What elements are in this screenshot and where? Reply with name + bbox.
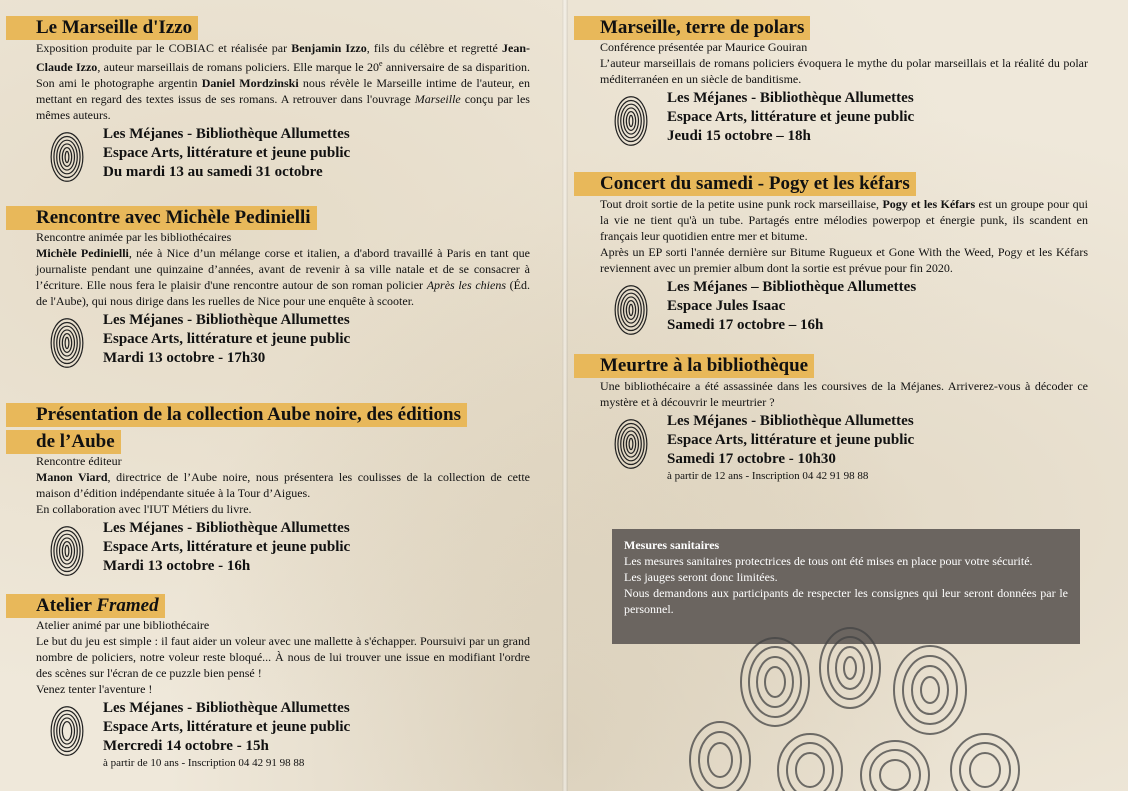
section-body: L’auteur marseillais de romans policiers évoquera le mythe du polar marseillais et la réalité du polar méditerranéen en un siècle de banditisme. <box>600 56 1088 86</box>
section-body: Une bibliothécaire a été assassinée dans les coursives de la Méjanes. Arriverez-vous à décoder ce mystère et à découvrir le meurtrier ? <box>600 379 1088 409</box>
venue-line: Les Méjanes - Bibliothèque Allumettes <box>103 700 350 716</box>
section-title: Concert du samedi - Pogy et les kéfars <box>574 172 916 196</box>
venue-line: Les Méjanes – Bibliothèque Allumettes <box>667 279 917 295</box>
section-title: Meurtre à la bibliothèque <box>574 354 814 378</box>
fingerprint-icon <box>612 416 650 472</box>
section-pedinielli <box>0 206 530 371</box>
section-subtitle: Atelier animé par une bibliothécaire <box>36 618 210 632</box>
section-title: Rencontre avec Michèle Pedinielli <box>6 206 317 230</box>
venue-date: Jeudi 15 octobre – 18h <box>667 128 811 144</box>
section-izzo <box>0 16 530 185</box>
section-polars <box>568 16 1088 149</box>
section-body: Michèle Pedinielli, née à Nice d’un mélange corse et italien, a d'abord travaillé à Paris en tant que journaliste pendant une quinzaine d’années, avant de revenir à sa ville natale et de se consacrer à l’écriture. Elle nous fera le plaisir d'une rencontre autour de son roman policier Après les chiens (Éd. de l'Aube), qui nous dirige dans les ruelles de Nice pour une enquête à scooter. <box>36 246 531 308</box>
venue-line: Espace Arts, littérature et jeune public <box>103 539 351 555</box>
venue-block <box>0 519 530 579</box>
registration-note: à partir de 10 ans - Inscription 04 42 91 98 88 <box>103 757 305 769</box>
section-subtitle: Conférence présentée par Maurice Gouiran <box>600 40 808 54</box>
venue-date: Samedi 17 octobre – 16h <box>667 317 824 333</box>
venue-line: Espace Arts, littérature et jeune public <box>103 145 351 161</box>
venue-date: Mercredi 14 octobre - 15h <box>103 738 269 754</box>
fingerprint-icon <box>612 93 650 149</box>
fingerprint-icon <box>612 282 650 338</box>
sanitary-line: Les jauges seront donc limitées. <box>624 570 778 584</box>
venue-line: Espace Arts, littérature et jeune public <box>667 109 915 125</box>
section-title: Présentation de la collection Aube noire, des éditions <box>6 403 467 427</box>
section-meurtre <box>568 354 1088 482</box>
fingerprint-icon <box>48 129 86 185</box>
section-title: Le Marseille d'Izzo <box>6 16 198 40</box>
venue-line: Espace Arts, littérature et jeune public <box>667 432 915 448</box>
venue-line: Les Méjanes - Bibliothèque Allumettes <box>667 413 914 429</box>
sanitary-title: Mesures sanitaires <box>624 538 720 552</box>
section-subtitle: Rencontre animée par les bibliothécaires <box>36 230 232 244</box>
sanitary-line: Les mesures sanitaires protectrices de tous ont été mises en place pour votre sécurité. <box>624 554 1033 568</box>
venue-block <box>0 125 530 185</box>
section-title: Marseille, terre de polars <box>574 16 810 40</box>
section-body: Exposition produite par le COBIAC et réalisée par Benjamin Izzo, fils du célèbre et regretté Jean-Claude Izzo, auteur marseillais de romans policiers. Elle marque le 20e anniversaire de sa disparition. Son ami le photographe argentin Daniel Mordzinski nous révèle le Marseille intime de l'auteur, en mettant en regard des textes issus de ses romans. A retrouver dans l'ouvrage Marseille conçu par les mêmes auteurs. <box>36 41 531 122</box>
venue-date: Samedi 17 octobre - 10h30 <box>667 451 836 467</box>
fingerprint-icon <box>48 703 86 759</box>
registration-note: à partir de 12 ans - Inscription 04 42 91 98 88 <box>667 470 869 482</box>
venue-date: Mardi 13 octobre - 17h30 <box>103 350 266 366</box>
venue-block <box>0 311 530 371</box>
section-pogy <box>568 172 1088 338</box>
section-body: Le but du jeu est simple : il faut aider un voleur avec une mallette à s'échapper. Poursuivi par un grand nombre de policiers, notre voleur reste bloqué... À nous de lui trouver une issue en modifiant l'ordre des scènes sur l'écran de ce puzzle bien pensé ! Venez tenter l'aventure ! <box>36 634 530 696</box>
venue-block <box>568 89 1088 149</box>
venue-block <box>568 412 1088 482</box>
venue-line: Espace Arts, littérature et jeune public <box>103 331 351 347</box>
title-prefix: Atelier <box>36 595 92 616</box>
venue-block <box>568 278 1088 338</box>
venue-line: Les Méjanes - Bibliothèque Allumettes <box>667 90 914 106</box>
title-emphasis: Framed <box>96 595 159 616</box>
fingerprint-icon <box>48 523 86 579</box>
section-body: Tout droit sortie de la petite usine punk rock marseillaise, Pogy et les Kéfars est un groupe pour qui la vie ne tient qu'à un tube. Partagés entre mélodies powerpop et énergie punk, ils scandent en français leur quotidien entre mer et bitume. Après un EP sorti l'année dernière sur Bitume Rugueux et Gone With the Weed, Pogy et les Kéfars reviennent avec un premier album dont la sortie est prévue pour fin 2020. <box>600 197 1089 275</box>
venue-line: Les Méjanes - Bibliothèque Allumettes <box>103 312 350 328</box>
venue-line: Espace Arts, littérature et jeune public <box>103 719 351 735</box>
section-subtitle: Rencontre éditeur <box>36 454 122 468</box>
venue-line: Les Méjanes - Bibliothèque Allumettes <box>103 520 350 536</box>
section-aube <box>0 403 530 579</box>
sanitary-line: Nous demandons aux participants de respecter les consignes qui leur seront données par le personnel. <box>624 586 1068 616</box>
venue-line: Les Méjanes - Bibliothèque Allumettes <box>103 126 350 142</box>
venue-line: Espace Jules Isaac <box>667 298 786 314</box>
section-title-cont: de l’Aube <box>6 430 121 454</box>
venue-block <box>0 699 530 769</box>
fingerprint-icon <box>48 315 86 371</box>
section-body: Manon Viard, directrice de l’Aube noire, nous présentera les coulisses de la collection de cette maison d’édition indépendante située à la Tour d’Aigues. En collaboration avec l'IUT Métiers du livre. <box>36 470 530 516</box>
fingerprints-decoration-icon <box>680 620 1040 791</box>
venue-date: Du mardi 13 au samedi 31 octobre <box>103 164 323 180</box>
section-framed <box>0 594 530 769</box>
venue-date: Mardi 13 octobre - 16h <box>103 558 251 574</box>
section-title <box>6 594 165 618</box>
